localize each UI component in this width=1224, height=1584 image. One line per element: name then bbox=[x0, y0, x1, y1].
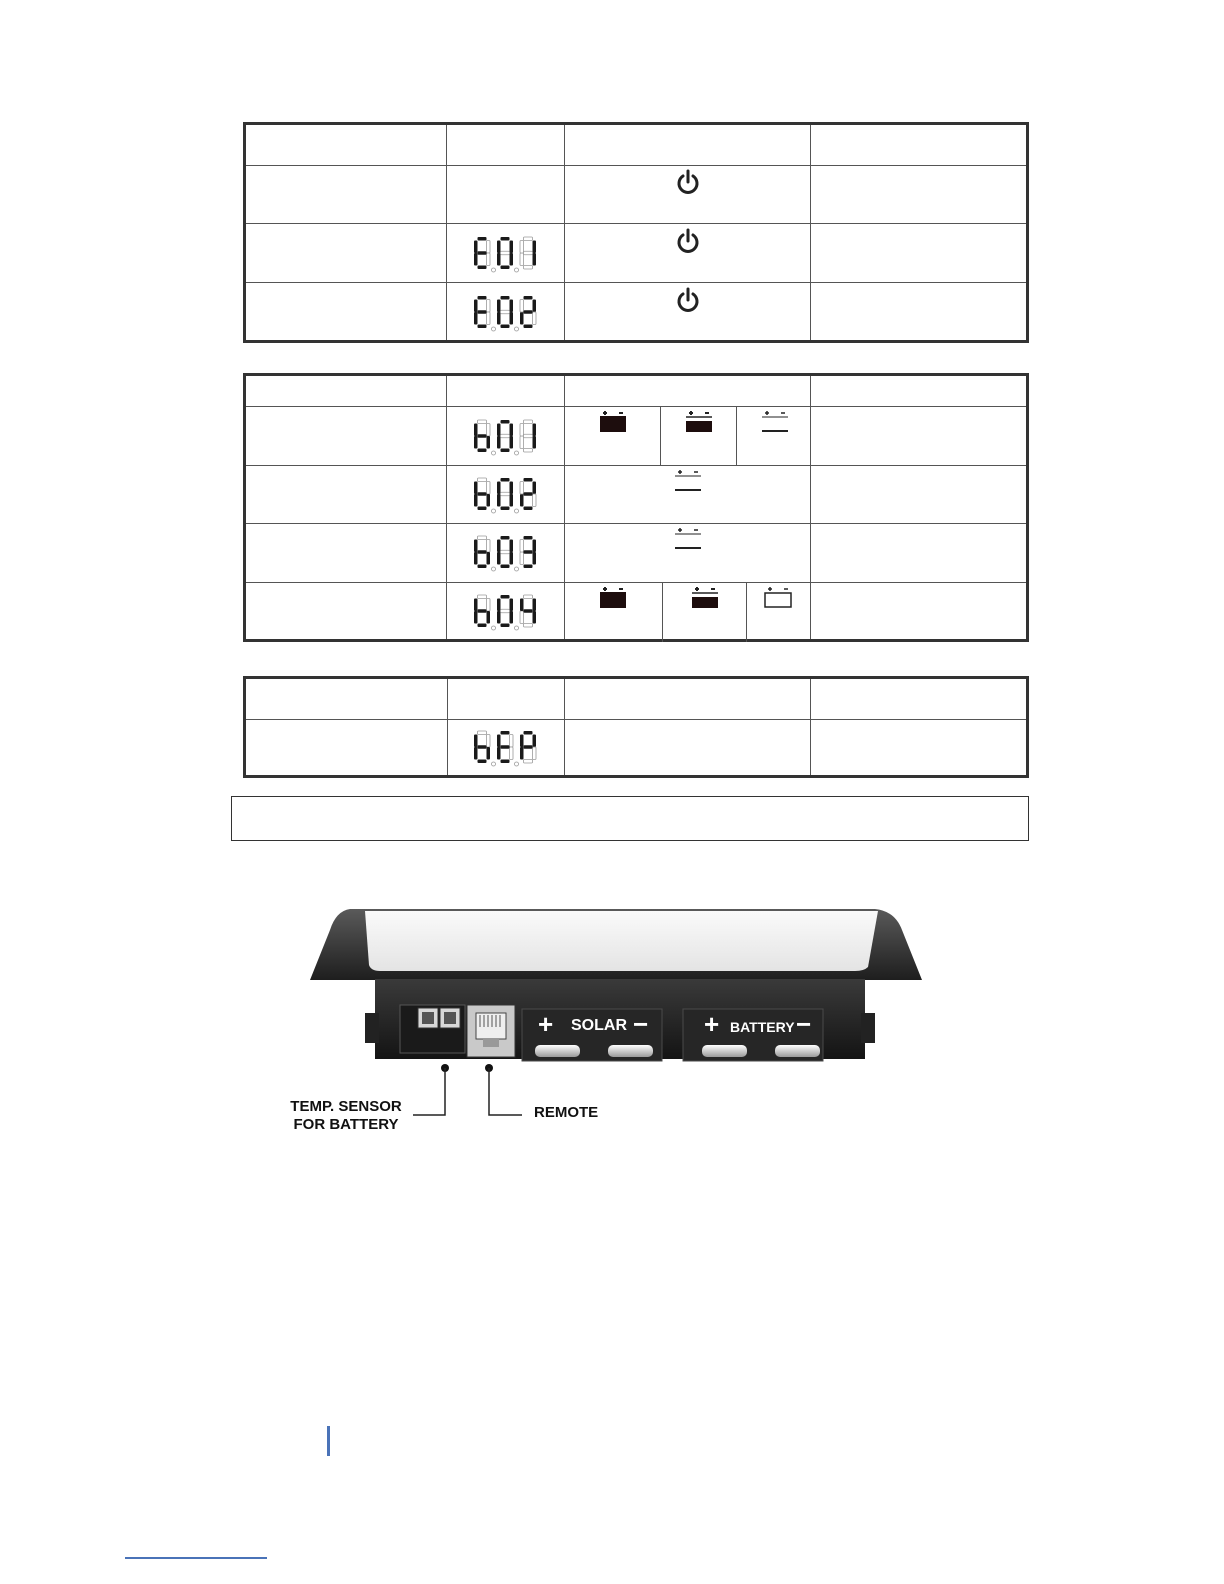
lcd-segment bbox=[533, 424, 537, 437]
lcd-segment bbox=[524, 745, 533, 749]
lcd-segment bbox=[520, 241, 524, 254]
lcd-segment bbox=[478, 624, 487, 628]
lcd-segment bbox=[524, 595, 533, 599]
lcd-segment bbox=[478, 565, 487, 569]
lcd-code bbox=[472, 534, 540, 572]
lcd-segment bbox=[478, 251, 487, 255]
battery-half-icon bbox=[684, 409, 714, 435]
lcd-segment bbox=[520, 540, 524, 553]
battery-minus-label: − bbox=[796, 1009, 812, 1039]
lcd-segment bbox=[533, 747, 537, 760]
lcd-code bbox=[472, 476, 540, 514]
lcd-segment bbox=[497, 552, 501, 565]
lcd-segment bbox=[520, 482, 524, 495]
lcd-segment bbox=[487, 241, 491, 254]
lcd-segment bbox=[487, 253, 491, 266]
lcd-segment bbox=[520, 253, 524, 266]
lcd-segment bbox=[501, 251, 510, 255]
lcd-segment bbox=[524, 760, 533, 764]
lcd-display bbox=[472, 534, 540, 572]
lcd-segment bbox=[474, 611, 478, 624]
lcd-segment bbox=[487, 300, 491, 313]
lcd-segment bbox=[510, 735, 514, 748]
lcd-segment bbox=[533, 540, 537, 553]
lcd-segment bbox=[478, 420, 487, 424]
lcd-segment bbox=[501, 536, 510, 540]
lcd-display bbox=[472, 729, 540, 767]
battery-half-icon bbox=[690, 585, 720, 611]
lcd-segment bbox=[501, 624, 510, 628]
lcd-display bbox=[472, 294, 540, 332]
lcd-segment bbox=[474, 599, 478, 612]
lcd-segment bbox=[524, 251, 533, 255]
lcd-segment bbox=[501, 237, 510, 241]
lcd-segment bbox=[497, 436, 501, 449]
lcd-segment bbox=[487, 424, 491, 437]
lcd-segment bbox=[524, 237, 533, 241]
lcd-decimal-point bbox=[515, 626, 519, 630]
lcd-segment bbox=[478, 595, 487, 599]
lcd-segment bbox=[501, 609, 510, 613]
lcd-segment bbox=[501, 325, 510, 329]
lcd-segment bbox=[474, 436, 478, 449]
lcd-segment bbox=[501, 420, 510, 424]
lcd-segment bbox=[533, 494, 537, 507]
note-box bbox=[231, 796, 1029, 841]
lcd-segment bbox=[524, 492, 533, 496]
lcd-segment bbox=[501, 449, 510, 453]
lcd-segment bbox=[524, 550, 533, 554]
lcd-segment bbox=[510, 253, 514, 266]
lcd-segment bbox=[474, 747, 478, 760]
lcd-segment bbox=[524, 325, 533, 329]
page-marker-bar bbox=[327, 1426, 330, 1456]
lcd-segment bbox=[524, 731, 533, 735]
lcd-segment bbox=[497, 540, 501, 553]
lcd-segment bbox=[474, 312, 478, 325]
lcd-segment bbox=[497, 300, 501, 313]
lcd-code bbox=[472, 729, 540, 767]
lcd-segment bbox=[474, 494, 478, 507]
battery-empty-icon bbox=[760, 409, 790, 435]
lcd-segment bbox=[478, 536, 487, 540]
lcd-segment bbox=[478, 760, 487, 764]
lcd-segment bbox=[524, 478, 533, 482]
lcd-decimal-point bbox=[515, 567, 519, 571]
lcd-segment bbox=[487, 552, 491, 565]
lcd-segment bbox=[487, 312, 491, 325]
lcd-segment bbox=[487, 436, 491, 449]
lcd-decimal-point bbox=[492, 509, 496, 513]
lcd-code bbox=[472, 593, 540, 631]
lcd-segment bbox=[501, 507, 510, 511]
lcd-segment bbox=[487, 611, 491, 624]
lcd-segment bbox=[510, 552, 514, 565]
lcd-segment bbox=[533, 300, 537, 313]
lcd-segment bbox=[524, 296, 533, 300]
lcd-decimal-point bbox=[515, 762, 519, 766]
lcd-segment bbox=[501, 478, 510, 482]
lcd-segment bbox=[520, 599, 524, 612]
lcd-segment bbox=[520, 735, 524, 748]
lcd-code bbox=[472, 294, 540, 332]
lcd-segment bbox=[478, 478, 487, 482]
lcd-segment bbox=[520, 494, 524, 507]
lcd-display bbox=[472, 593, 540, 631]
lcd-segment bbox=[524, 266, 533, 270]
lcd-segment bbox=[524, 449, 533, 453]
lcd-decimal-point bbox=[492, 268, 496, 272]
lcd-segment bbox=[533, 611, 537, 624]
table-row bbox=[246, 165, 1026, 225]
battery-empty-icon bbox=[673, 526, 703, 552]
footer-rule bbox=[125, 1557, 267, 1559]
lcd-segment bbox=[501, 310, 510, 314]
power-icon bbox=[675, 169, 701, 197]
lcd-segment bbox=[520, 300, 524, 313]
lcd-segment bbox=[487, 599, 491, 612]
solar-label: SOLAR bbox=[571, 1017, 627, 1034]
lcd-segment bbox=[520, 424, 524, 437]
lcd-segment bbox=[524, 565, 533, 569]
lcd-segment bbox=[474, 424, 478, 437]
lcd-segment bbox=[497, 241, 501, 254]
lcd-decimal-point bbox=[515, 268, 519, 272]
lcd-segment bbox=[510, 312, 514, 325]
lcd-segment bbox=[524, 507, 533, 511]
table-row bbox=[246, 282, 1026, 342]
lcd-segment bbox=[497, 424, 501, 437]
temp-sensor-callout: TEMP. SENSOR FOR BATTERY bbox=[290, 1098, 402, 1133]
lcd-segment bbox=[478, 266, 487, 270]
lcd-segment bbox=[533, 735, 537, 748]
lcd-segment bbox=[478, 731, 487, 735]
lcd-segment bbox=[501, 434, 510, 438]
lcd-segment bbox=[478, 449, 487, 453]
lcd-segment bbox=[497, 747, 501, 760]
battery-full-icon bbox=[598, 409, 628, 435]
lcd-segment bbox=[478, 492, 487, 496]
solar-plus-label: + bbox=[538, 1009, 554, 1039]
status-table-3 bbox=[243, 676, 1029, 778]
lcd-segment bbox=[474, 482, 478, 495]
battery-empty-icon bbox=[673, 468, 703, 494]
lcd-segment bbox=[510, 436, 514, 449]
lcd-segment bbox=[524, 536, 533, 540]
lcd-segment bbox=[487, 540, 491, 553]
lcd-segment bbox=[520, 611, 524, 624]
table-row bbox=[246, 465, 1026, 525]
lcd-segment bbox=[524, 624, 533, 628]
battery-plus-label: + bbox=[704, 1009, 720, 1039]
lcd-segment bbox=[487, 494, 491, 507]
lcd-segment bbox=[510, 494, 514, 507]
lcd-segment bbox=[501, 731, 510, 735]
solar-minus-label: − bbox=[633, 1009, 649, 1039]
lcd-segment bbox=[478, 609, 487, 613]
power-icon bbox=[675, 228, 701, 256]
lcd-code bbox=[472, 418, 540, 456]
lcd-segment bbox=[497, 494, 501, 507]
lcd-segment bbox=[474, 552, 478, 565]
lcd-segment bbox=[533, 482, 537, 495]
lcd-segment bbox=[520, 747, 524, 760]
table-row bbox=[246, 719, 1026, 779]
lcd-segment bbox=[501, 296, 510, 300]
lcd-segment bbox=[533, 253, 537, 266]
lcd-segment bbox=[474, 735, 478, 748]
lcd-decimal-point bbox=[515, 327, 519, 331]
table-row bbox=[246, 223, 1026, 283]
lcd-segment bbox=[487, 747, 491, 760]
lcd-segment bbox=[497, 253, 501, 266]
lcd-segment bbox=[524, 434, 533, 438]
lcd-decimal-point bbox=[492, 567, 496, 571]
battery-label: BATTERY bbox=[730, 1019, 795, 1035]
lcd-segment bbox=[510, 599, 514, 612]
lcd-segment bbox=[501, 745, 510, 749]
lcd-segment bbox=[478, 745, 487, 749]
table-header-row bbox=[246, 376, 1026, 408]
lcd-segment bbox=[497, 735, 501, 748]
lcd-display bbox=[472, 235, 540, 273]
lcd-segment bbox=[510, 540, 514, 553]
lcd-segment bbox=[524, 310, 533, 314]
lcd-segment bbox=[533, 436, 537, 449]
lcd-segment bbox=[478, 310, 487, 314]
lcd-segment bbox=[533, 241, 537, 254]
lcd-decimal-point bbox=[492, 327, 496, 331]
battery-table bbox=[243, 373, 1029, 642]
lcd-segment bbox=[474, 300, 478, 313]
controller-rear-panel-illustration bbox=[290, 905, 950, 1155]
lcd-segment bbox=[478, 550, 487, 554]
table-row bbox=[246, 406, 1026, 467]
table-row bbox=[246, 523, 1026, 583]
lcd-segment bbox=[497, 611, 501, 624]
lcd-segment bbox=[478, 296, 487, 300]
lcd-display bbox=[472, 476, 540, 514]
lcd-segment bbox=[510, 300, 514, 313]
lcd-segment bbox=[510, 611, 514, 624]
lcd-segment bbox=[497, 312, 501, 325]
battery-empty-icon bbox=[763, 585, 793, 611]
table-row bbox=[246, 582, 1026, 642]
lcd-segment bbox=[501, 550, 510, 554]
lcd-segment bbox=[487, 735, 491, 748]
table-header-row bbox=[246, 125, 1026, 167]
lcd-segment bbox=[501, 760, 510, 764]
status-table-1 bbox=[243, 122, 1029, 343]
power-icon bbox=[675, 287, 701, 315]
lcd-segment bbox=[497, 482, 501, 495]
table-header-row bbox=[246, 679, 1026, 721]
lcd-segment bbox=[501, 595, 510, 599]
lcd-segment bbox=[533, 599, 537, 612]
lcd-segment bbox=[520, 436, 524, 449]
lcd-segment bbox=[497, 599, 501, 612]
battery-full-icon bbox=[598, 585, 628, 611]
lcd-segment bbox=[487, 482, 491, 495]
lcd-segment bbox=[501, 492, 510, 496]
lcd-segment bbox=[478, 237, 487, 241]
lcd-segment bbox=[533, 312, 537, 325]
lcd-segment bbox=[474, 540, 478, 553]
lcd-segment bbox=[510, 424, 514, 437]
lcd-segment bbox=[510, 482, 514, 495]
lcd-segment bbox=[510, 747, 514, 760]
lcd-segment bbox=[474, 253, 478, 266]
lcd-segment bbox=[478, 507, 487, 511]
lcd-decimal-point bbox=[515, 509, 519, 513]
lcd-segment bbox=[524, 609, 533, 613]
lcd-segment bbox=[501, 565, 510, 569]
lcd-segment bbox=[478, 325, 487, 329]
lcd-segment bbox=[524, 420, 533, 424]
remote-callout: REMOTE bbox=[534, 1104, 599, 1121]
lcd-decimal-point bbox=[515, 451, 519, 455]
lcd-display bbox=[472, 418, 540, 456]
lcd-segment bbox=[478, 434, 487, 438]
lcd-decimal-point bbox=[492, 762, 496, 766]
lcd-segment bbox=[510, 241, 514, 254]
lcd-segment bbox=[520, 312, 524, 325]
lcd-code bbox=[472, 235, 540, 273]
lcd-segment bbox=[520, 552, 524, 565]
lcd-decimal-point bbox=[492, 451, 496, 455]
lcd-segment bbox=[501, 266, 510, 270]
lcd-segment bbox=[533, 552, 537, 565]
lcd-decimal-point bbox=[492, 626, 496, 630]
lcd-segment bbox=[474, 241, 478, 254]
